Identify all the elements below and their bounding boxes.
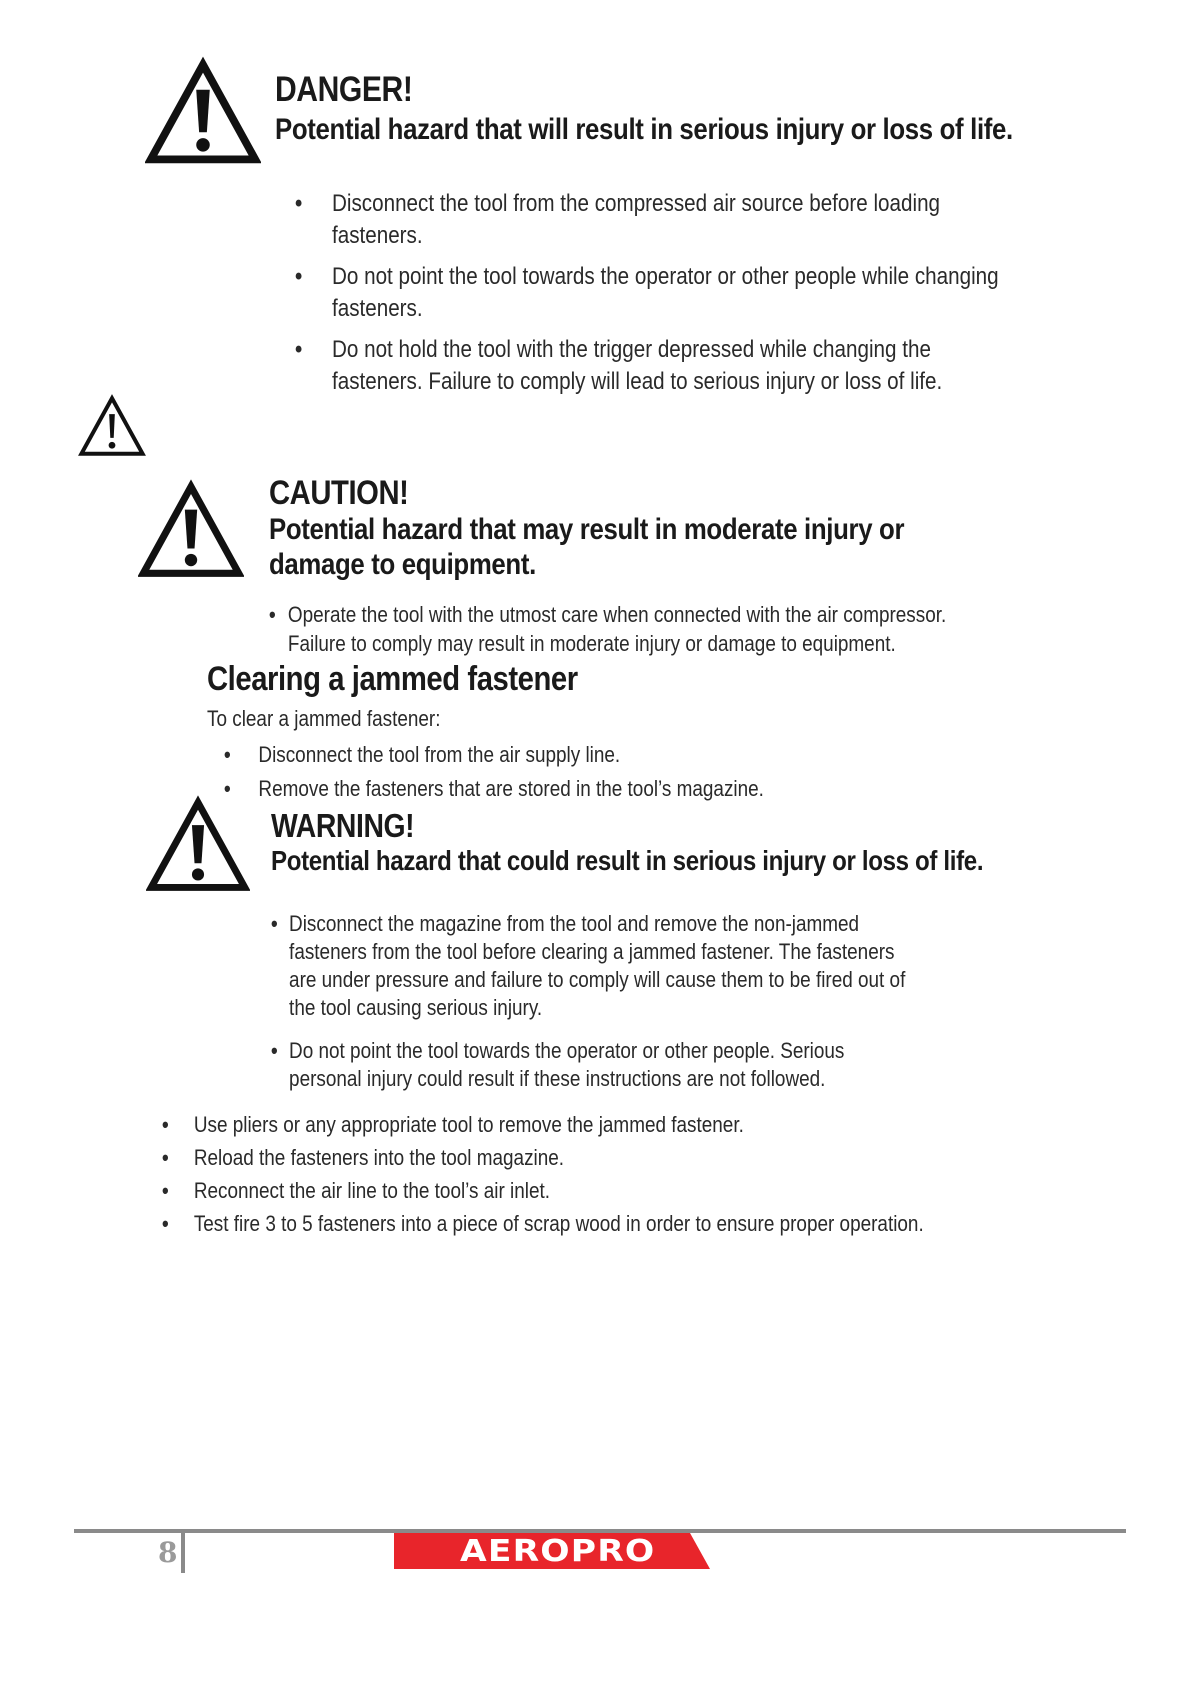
footer-page-divider [181,1531,185,1573]
caution-list-item: • Operate the tool with the utmost care when connected with the air compressor. Failure to comply may result in moderate injury or damage to equipment. [269,602,947,656]
warning-title: WARNING! [271,807,415,844]
danger-warning-icon [145,56,261,168]
danger-subtitle: Potential hazard that will result in serious injury or loss of life. [275,113,1013,146]
warning-list-item: • Do not point the tool towards the operator or other people. Serious personal injury could result if these instructions are not followed. [271,1038,845,1091]
danger-list-item: • Do not hold the tool with the trigger depressed while changing the fasteners. Failure to comply will lead to serious injury or loss of life. [295,336,943,395]
warning-subtitle: Potential hazard that could result in serious injury or loss of life. [271,845,984,876]
danger-list-item: • Do not point the tool towards the operator or other people while changing fasteners. [295,263,999,322]
danger-list-item: • Disconnect the tool from the compressed air source before loading fasteners. [295,190,941,249]
caution-title: CAUTION! [269,474,409,512]
clearing-step: • Reconnect the air line to the tool’s air inlet. [162,1178,551,1203]
clearing-steps-before [224,741,912,803]
clearing-step: • Use pliers or any appropriate tool to remove the jammed fastener. [162,1112,744,1137]
clearing-step: • Reload the fasteners into the tool magazine. [162,1145,565,1170]
caution-subtitle: Potential hazard that may result in moderate injury or damage to equipment. [269,513,905,581]
section-intro: To clear a jammed fastener: [207,706,441,731]
small-warning-icon [78,394,146,458]
clearing-step: • Remove the fasteners that are stored in the tool’s magazine. [224,776,764,801]
page-number: 8 [158,1536,178,1569]
clearing-step: • Test fire 3 to 5 fasteners into a piece of scrap wood in order to ensure proper operation. [162,1211,924,1236]
danger-title: DANGER! [275,70,413,109]
warning-list-item: • Disconnect the magazine from the tool and remove the non-jammed fasteners from the tool before clearing a jammed fastener. The fasteners are under pressure and failure to comply will cause them to be fired out of the tool causing serious injury. [271,911,906,1020]
section-title: Clearing a jammed fastener [207,660,578,698]
clearing-step: • Disconnect the tool from the air supply line. [224,742,621,767]
danger-list [295,188,1009,398]
caution-warning-icon [138,478,244,582]
caution-list [269,600,991,658]
brand-logo-text: AEROPRO [460,1534,656,1569]
brand-logo [394,1533,710,1569]
warning-list [271,910,912,1093]
warning-warning-icon [146,795,250,895]
clearing-steps-after [162,1111,936,1238]
